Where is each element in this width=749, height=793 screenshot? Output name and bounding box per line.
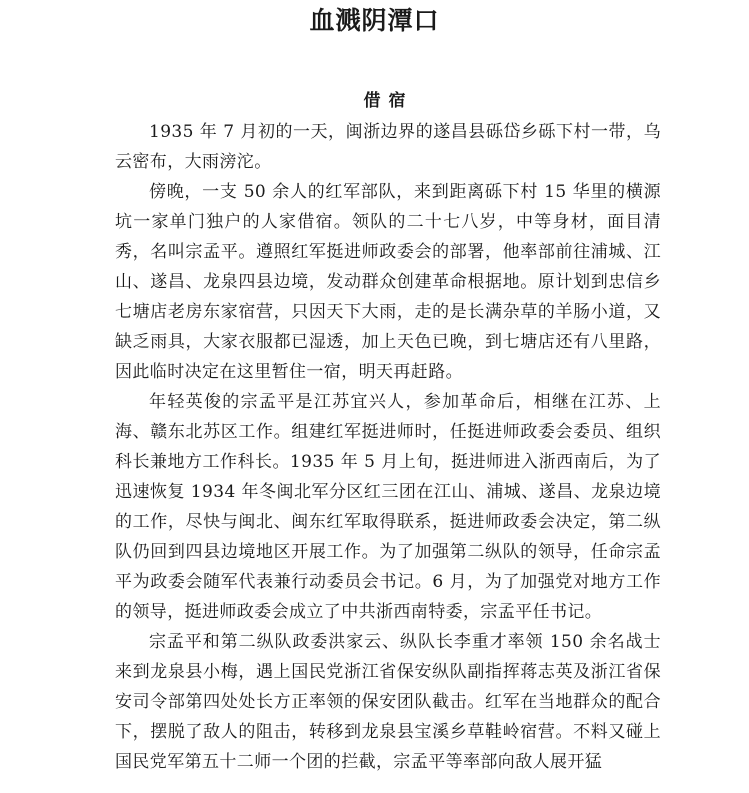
book-title: 血溅阴潭口	[309, 6, 440, 35]
paragraph: 1935 年 7 月初的一天，闽浙边界的遂昌县砾岱乡砾下村一带，乌云密布，大雨滂沱。	[115, 122, 661, 172]
paragraph: 傍晚，一支 50 余人的红军部队，来到距离砾下村 15 华里的横源坑一家单门独户的人家借宿。领队的二十七八岁，中等身材，面目清秀，名叫宗孟平。遵照红军挺进师政委会的部署，他率部前往浦城、江山、遂昌、龙泉四县边境，发动群众创建革命根据地。原计划到忠信乡七塘店老房东家宿营，只因天下大雨，走的是长满杂草的羊肠小道，又缺乏雨具，大家衣服都已湿透，加上天色已晚，到七塘店还有八里路，因此临时决定在这里暂住一宿，明天再赶路。	[115, 182, 661, 382]
paragraph: 宗孟平和第二纵队政委洪家云、纵队长李重才率领 150 余名战士来到龙泉县小梅，遇上国民党浙江省保安纵队副指挥蒋志英及浙江省保安司令部第四处处长方正率领的保安团队截击。红军在当地群众的配合下，摆脱了敌人的阻击，转移到龙泉县宝溪乡草鞋岭宿营。不料又碰上国民党军第五十二师一个团的拦截，宗孟平等率部向敌人展开猛	[115, 632, 661, 772]
body-text	[115, 117, 661, 777]
paragraph: 年轻英俊的宗孟平是江苏宜兴人，参加革命后，相继在江苏、上海、赣东北苏区工作。组建红军挺进师时，任挺进师政委会委员、组织科长兼地方工作科长。1935 年 5 月上旬，挺进师进入浙西南后，为了迅速恢复 1934 年冬闽北军分区红三团在江山、浦城、遂昌、龙泉边境的工作，尽快与闽北、闽东红军取得联系，挺进师政委会决定，第二纵队仍回到四县边境地区开展工作。为了加强第二纵队的领导，任命宗孟平为政委会随军代表兼行动委员会书记。6 月，为了加强党对地方工作的领导，挺进师政委会成立了中共浙西南特委，宗孟平任书记。	[115, 392, 661, 622]
section-title: 借宿	[363, 91, 414, 111]
